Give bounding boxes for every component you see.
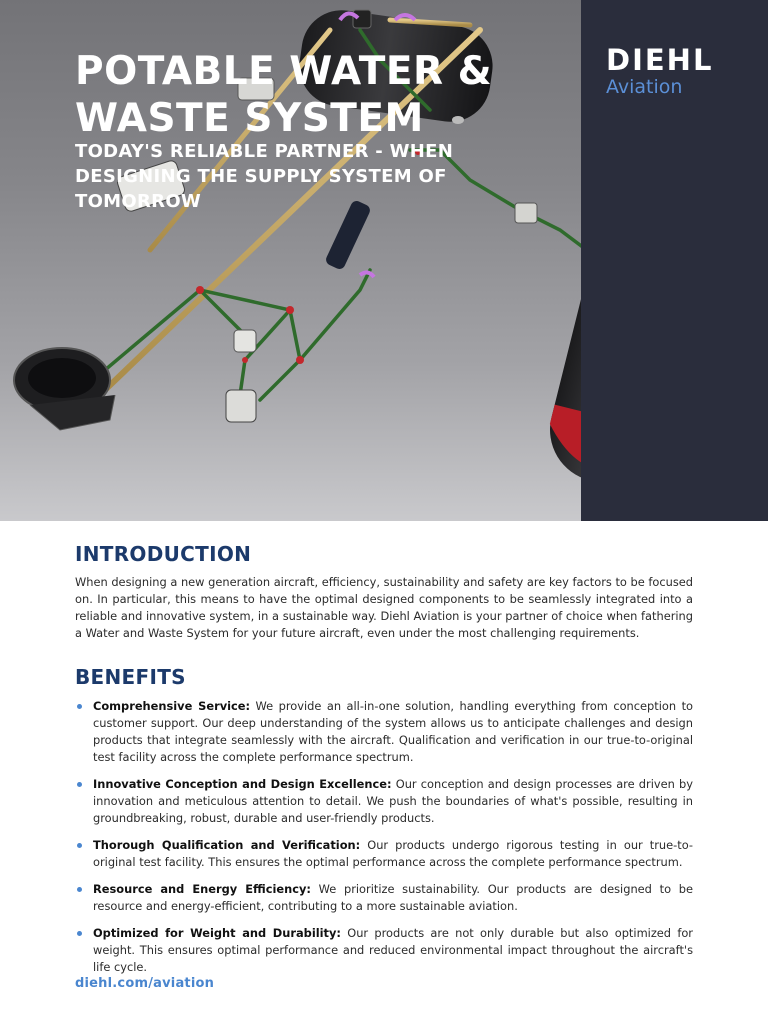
- benefit-item: [75, 776, 693, 827]
- benefit-text: Our products undergo rigorous testing in our true-to-original test facility. This ensures the optimal performance across the complete performance spectrum.: [93, 838, 693, 869]
- main-content: [75, 540, 693, 986]
- page-title: POTABLE WATER & WASTE SYSTEM: [75, 49, 493, 141]
- benefit-item: [75, 925, 693, 976]
- benefit-text: We prioritize sustainability. Our products are designed to be resource and energy-efficient, contributing to a more sustainable aviation.: [93, 882, 693, 913]
- benefits-heading: BENEFITS: [75, 665, 186, 689]
- benefits-list: [75, 698, 693, 976]
- bullet-icon: [77, 843, 82, 848]
- brand-logo: DIEHL: [606, 43, 714, 77]
- bullet-icon: [77, 704, 82, 709]
- benefit-lead: Comprehensive Service:: [93, 699, 251, 713]
- toilet-unit: [14, 348, 115, 430]
- benefit-text: Our conception and design processes are driven by innovation and meticulous attention to detail. We push the boundaries of what's possible, resulting in groundbreaking, robust, durable and user-friendly products.: [93, 777, 693, 825]
- bullet-icon: [77, 887, 82, 892]
- benefit-lead: Innovative Conception and Design Excellence:: [93, 777, 392, 791]
- benefit-item: [75, 837, 693, 871]
- benefit-item: [75, 698, 693, 766]
- benefit-text: We provide an all-in-one solution, handling everything from conception to customer support. Our deep understanding of the system allows us to anticipate challenges and design products that integrate seamlessly with the aircraft. Qualification and verification in our true-to-original test facility across the complete performance spectrum.: [93, 699, 693, 764]
- benefit-item: [75, 881, 693, 915]
- bullet-icon: [77, 931, 82, 936]
- website-link[interactable]: diehl.com/aviation: [75, 976, 215, 991]
- benefit-lead: Optimized for Weight and Durability:: [93, 926, 341, 940]
- page-subtitle: TODAY'S RELIABLE PARTNER - WHEN DESIGNING THE SUPPLY SYSTEM OF TOMORROW: [75, 141, 454, 212]
- introduction-heading: INTRODUCTION: [75, 542, 252, 566]
- bullet-icon: [77, 782, 82, 787]
- benefit-lead: Resource and Energy Efficiency:: [93, 882, 311, 896]
- introduction-text: When designing a new generation aircraft, efficiency, sustainability and safety are key factors to be focused on. In particular, this means to have the optimal designed components to be seamlessly integrated into a reliable and innovative system, in a sustainable way. Diehl Aviation is your partner of choice when fathering a Water and Waste System for your future aircraft, even under the most challenging requirements.: [75, 575, 693, 640]
- brand-division: Aviation: [606, 76, 683, 98]
- benefit-text: Our products are not only durable but also optimized for weight. This ensures optimal performance and reduced environmental impact throughout the aircraft's life cycle.: [93, 926, 693, 974]
- benefit-lead: Thorough Qualification and Verification:: [93, 838, 361, 852]
